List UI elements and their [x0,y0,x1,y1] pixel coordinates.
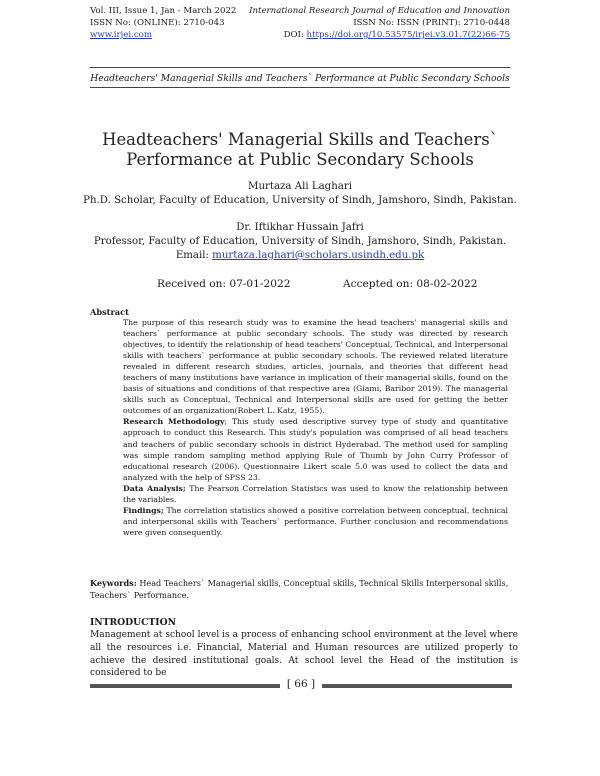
analysis-label: Data Analysis; [123,483,186,493]
running-title: Headteachers' Managerial Skills and Teachers` Performance at Public Secondary Schools [90,73,510,84]
received-date: Received on: 07-01-2022 [157,278,291,290]
abstract-body [123,317,508,538]
website-link[interactable]: www.irjei.com [90,30,153,40]
journal-name: International Research Journal of Education and Innovation [249,6,510,16]
findings-text: The correlation statistics showed a positive correlation between conceptual, technical and interpersonal skills with Teachers` performance. Further conclusion and recommendations were given consequently. [123,505,508,537]
doi-link[interactable]: https://doi.org/10.53575/irjei.v3.01.7(22)66-75 [306,30,510,40]
keywords-text: Head Teachers` Managerial skills, Conceptual skills, Technical Skills Interpersonal skills, Teachers` Performance. [90,578,509,600]
issn-online: ISSN No: (ONLINE): 2710-043 [90,18,225,28]
header-divider [90,67,510,68]
accepted-date: Accepted on: 08-02-2022 [343,278,478,290]
title-line-1: Headteachers' Managerial Skills and Teachers` [102,130,498,149]
author-2-name: Dr. Iftikhar Hussain Jafri [236,222,364,233]
header-left [90,5,236,41]
introduction-heading: INTRODUCTION [90,617,176,628]
abstract-label: Abstract [90,307,129,317]
running-title-divider [90,87,510,88]
email-link[interactable]: murtaza.laghari@scholars.usindh.edu.pk [212,250,425,261]
header-right [249,5,510,41]
findings-label: Findings; [123,505,164,515]
title-line-2: Performance at Public Secondary Schools [126,150,474,169]
analysis-text: The Pearson Correlation Statistics was used to know the relationship between the variables. [123,483,508,504]
author-1-name: Murtaza Ali Laghari [248,181,352,192]
issn-print: ISSN No: ISSN (PRINT): 2710-0448 [353,18,510,28]
abstract-analysis [123,483,508,505]
abstract-methodology [123,416,508,482]
email-label: Email: [175,250,213,261]
author-1-affiliation: Ph.D. Scholar, Faculty of Education, University of Sindh, Jamshoro, Sindh, Pakistan. [83,195,517,206]
keywords [90,578,520,601]
keywords-label: Keywords: [90,578,137,588]
abstract-findings [123,505,508,538]
methodology-label: Research Methodology [123,417,225,427]
page-number: [ 66 ] [286,678,316,690]
footer-rule-left [90,684,280,688]
doi-label: DOI: [283,30,307,40]
author-2-affiliation: Professor, Faculty of Education, University of Sindh, Jamshoro, Sindh, Pakistan. [93,236,507,247]
abstract-purpose: The purpose of this research study was to examine the head teachers' managerial skills and teachers` performance at public secondary schools. The study was directed by research objectives, to identify the relationship of head teachers' Conceptual, Technical, and Interpersonal skills with teachers` performance at public secondary schools. The reviewed related literature revealed in different research studies, articles, journals, and theories that different head teachers of many institutions have variance in implication of their managerial skills, found on the basis of situations and conditions of that respective area (Giami, Baribor 2019). The managerial skills such as Conceptual, Technical and Interpersonal skills are used for getting the better outcomes of an organization(Robert L. Katz, 1955). [123,318,508,416]
methodology-text: ; This study used descriptive survey type of study and quantitative approach to conduct this Research. This study's population was comprised of all head teachers and teachers of public secondary schools in district Hyderabad. The method used for sampling was simple random sampling method applying Rule of Thumb by John Curry Professor of educational research (2006). Questionnaire Likert scale 5.0 was used to collect the data and analyzed with the help of SPSS 23. [123,417,508,482]
author-email [60,249,540,263]
volume-info: Vol. III, Issue 1, Jan - March 2022 [90,6,237,16]
paper-title [90,130,510,170]
footer-rule-right [322,684,512,688]
introduction-text: Management at school level is a process of enhancing school environment at the level where all the resources i.e. Financial, Material and Human resources are utilized properly to achieve the desired institutional goals. At school level the Head of the institution is considered to be [90,630,518,679]
